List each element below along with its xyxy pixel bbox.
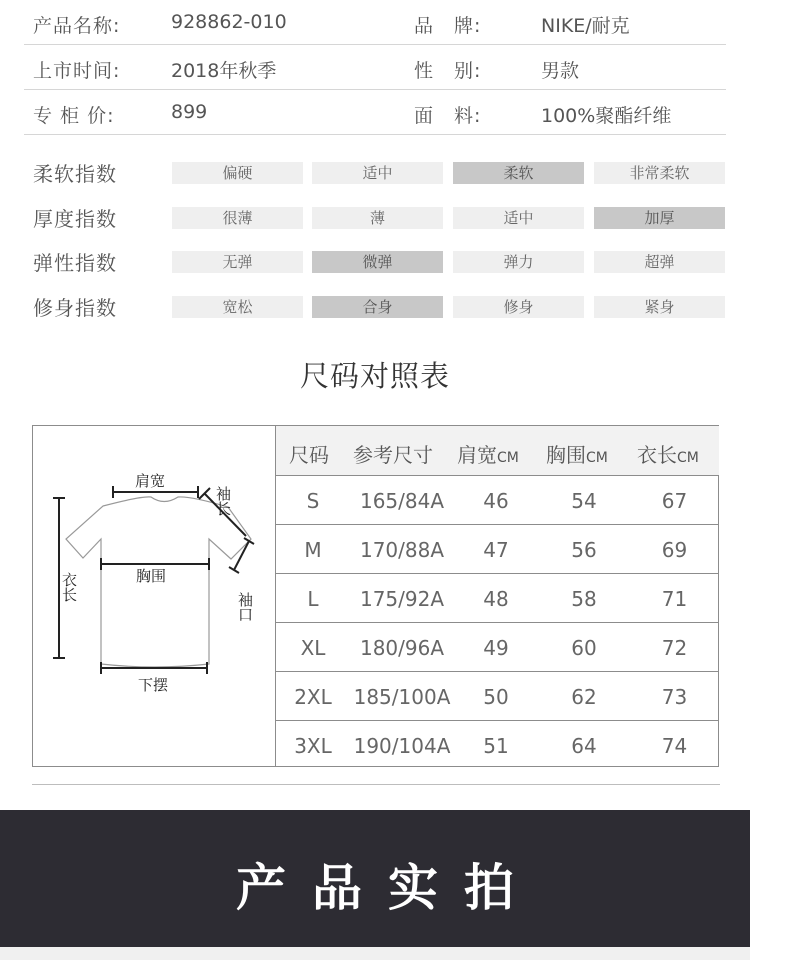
index-row-fit <box>24 284 726 329</box>
index-label: 修身指数 <box>33 295 117 320</box>
info-row <box>24 45 726 90</box>
size-table-header <box>276 426 719 476</box>
label-hem: 下摆 <box>138 676 169 694</box>
info-row <box>24 90 726 135</box>
cell-reference: 170/88A <box>359 538 445 562</box>
info-row <box>24 0 726 45</box>
header-shoulder: 肩宽CM <box>457 443 519 467</box>
cell-size: 2XL <box>294 685 332 709</box>
cell-reference: 190/104A <box>353 734 451 758</box>
cell-length: 74 <box>661 734 688 758</box>
cell-chest: 56 <box>571 538 597 562</box>
table-row <box>276 475 719 525</box>
index-option: 适中 <box>453 207 584 229</box>
info-value: 男款 <box>541 60 580 82</box>
cell-reference: 180/96A <box>359 636 445 660</box>
index-option: 非常柔软 <box>594 162 725 184</box>
table-row <box>276 622 719 672</box>
info-key: 产品名称: <box>33 15 121 37</box>
info-value: 2018年秋季 <box>171 60 277 82</box>
index-row-elasticity <box>24 239 726 284</box>
index-option: 适中 <box>312 162 443 184</box>
info-value: 928862-010 <box>171 11 287 33</box>
index-label: 厚度指数 <box>33 206 117 231</box>
header-reference: 参考尺寸 <box>353 443 433 467</box>
index-label: 弹性指数 <box>33 251 117 275</box>
info-key: 上市时间: <box>33 60 121 82</box>
label-body-length: 衣长 <box>60 572 78 602</box>
info-key: 性 别: <box>414 60 482 82</box>
index-option: 柔软 <box>453 162 584 184</box>
index-row-thickness <box>24 195 726 240</box>
cell-chest: 64 <box>571 734 597 758</box>
index-option: 超弹 <box>594 251 725 273</box>
cell-shoulder: 47 <box>483 538 509 562</box>
cell-reference: 185/100A <box>353 685 451 709</box>
index-row-softness <box>24 150 726 195</box>
index-option: 紧身 <box>594 296 725 318</box>
cell-size: S <box>306 489 320 513</box>
cell-chest: 62 <box>571 685 597 709</box>
index-option: 修身 <box>453 296 584 318</box>
label-cuff: 袖口 <box>236 592 254 622</box>
cell-shoulder: 46 <box>483 489 509 513</box>
product-photos-banner <box>0 810 750 947</box>
size-chart-title: 尺码对照表 <box>299 359 450 393</box>
cell-chest: 58 <box>571 587 597 611</box>
table-row <box>276 671 719 721</box>
cell-length: 69 <box>661 538 688 562</box>
cell-length: 72 <box>661 636 688 660</box>
info-key: 专 柜 价: <box>33 105 115 127</box>
cell-shoulder: 48 <box>483 587 509 611</box>
info-value: NIKE/耐克 <box>541 15 630 37</box>
index-option: 宽松 <box>172 296 303 318</box>
product-info-table <box>24 0 726 135</box>
cell-length: 67 <box>661 489 688 513</box>
cell-reference: 165/84A <box>359 489 445 513</box>
header-length: 衣长CM <box>637 443 699 467</box>
cell-chest: 60 <box>571 636 597 660</box>
banner-title: 产品实拍 <box>236 859 540 917</box>
cell-size: 3XL <box>294 734 332 758</box>
info-value: 899 <box>171 101 208 123</box>
cell-chest: 54 <box>571 489 597 513</box>
table-row <box>276 573 719 623</box>
cell-shoulder: 51 <box>483 734 509 758</box>
tshirt-measurement-diagram <box>33 426 275 766</box>
index-label: 柔软指数 <box>33 162 117 186</box>
index-option: 合身 <box>312 296 443 318</box>
cell-size: L <box>307 587 319 611</box>
section-divider <box>32 784 720 785</box>
cell-length: 71 <box>661 587 688 611</box>
index-option: 薄 <box>312 207 443 229</box>
label-sleeve-length: 袖长 <box>214 486 232 516</box>
header-chest: 胸围CM <box>546 443 608 467</box>
info-key: 品 牌: <box>414 15 482 37</box>
cell-size: XL <box>300 636 326 660</box>
cell-shoulder: 50 <box>483 685 509 709</box>
index-option: 很薄 <box>172 207 303 229</box>
index-option: 偏硬 <box>172 162 303 184</box>
index-option: 微弹 <box>312 251 443 273</box>
cell-shoulder: 49 <box>483 636 509 660</box>
table-row <box>276 524 719 574</box>
attribute-index-grid <box>24 150 726 328</box>
info-key: 面 料: <box>414 105 482 127</box>
label-chest: 胸围 <box>136 567 167 585</box>
index-option: 弹力 <box>453 251 584 273</box>
bottom-strip <box>0 947 750 960</box>
cell-length: 73 <box>661 685 688 709</box>
cell-size: M <box>304 538 322 562</box>
label-shoulder: 肩宽 <box>135 472 166 490</box>
index-option: 无弹 <box>172 251 303 273</box>
table-row <box>276 720 719 769</box>
cell-reference: 175/92A <box>359 587 445 611</box>
header-size: 尺码 <box>289 443 329 467</box>
index-option: 加厚 <box>594 207 725 229</box>
info-value: 100%聚酯纤维 <box>541 105 672 127</box>
size-chart-box <box>32 425 719 767</box>
